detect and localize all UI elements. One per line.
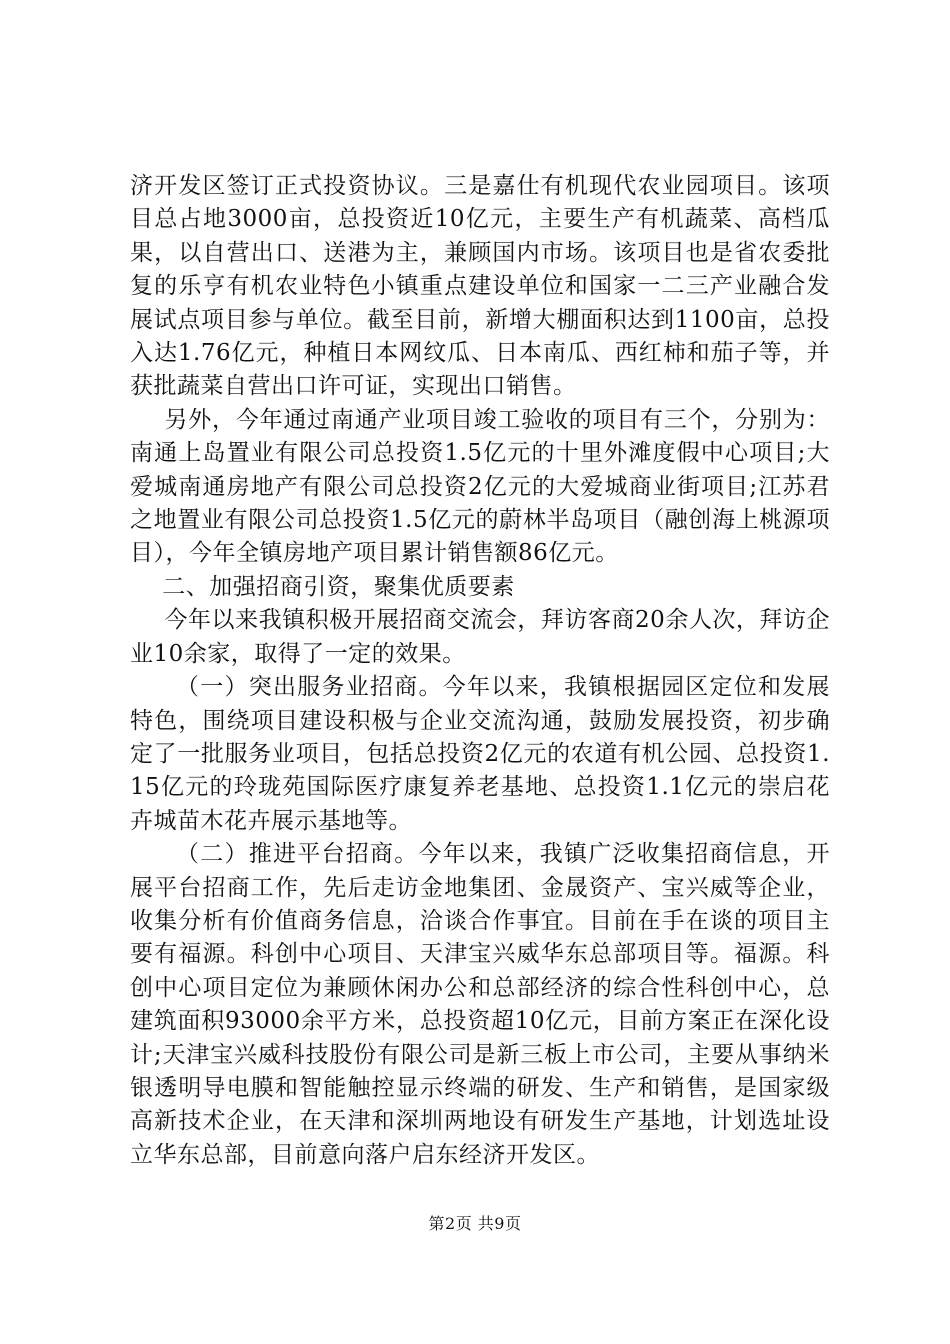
paragraph-investment-intro: 今年以来我镇积极开展招商交流会，拜访客商20余人次，拜访企业10余家，取得了一定的效果。	[130, 607, 830, 667]
paragraph-platform-investment: （二）推进平台招商。今年以来，我镇广泛收集招商信息，开展平台招商工作，先后走访金地集团、金晟资产、宝兴威等企业，收集分析有价值商务信息，洽谈合作事宜。目前在手在谈的项目主要有福源。科创中心项目、天津宝兴威华东总部项目等。福源。科创中心项目定位为兼顾休闲办公和总部经济的综合性科创中心，总建筑面积93000余平方米，总投资超10亿元，目前方案正在深化设计;天津宝兴威科技股份有限公司是新三板上市公司，主要从事纳米银透明导电膜和智能触控显示终端的研发、生产和销售，是国家级高新技术企业，在天津和深圳两地设有研发生产基地，计划选址设立华东总部，目前意向落户启东经济开发区。	[130, 841, 830, 1168]
paragraph-continuation: 济开发区签订正式投资协议。三是嘉仕有机现代农业园项目。该项目总占地3000亩，总投资近10亿元，主要生产有机蔬菜、高档瓜果，以自营出口、送港为主，兼顾国内市场。该项目也是省农委批复的乐亨有机农业特色小镇重点建设单位和国家一二三产业融合发展试点项目参与单位。截至目前，新增大棚面积达到1100亩，总投入达1.76亿元，种植日本网纹瓜、日本南瓜、西红柿和茄子等，并获批蔬菜自营出口许可证，实现出口销售。	[130, 173, 830, 400]
document-body	[130, 170, 830, 1172]
paragraph-completed-projects: 另外，今年通过南通产业项目竣工验收的项目有三个，分别为：南通上岛置业有限公司总投资1.5亿元的十里外滩度假中心项目;大爱城南通房地产有限公司总投资2亿元的大爱城商业街项目;江苏君之地置业有限公司总投资1.5亿元的蔚林半岛项目（融创海上桃源项目），今年全镇房地产项目累计销售额86亿元。	[130, 406, 830, 567]
section-heading: 二、加强招商引资，聚集优质要素	[162, 573, 515, 600]
page-number-footer: 第2页 共9页	[428, 1214, 522, 1233]
paragraph-service-investment: （一）突出服务业招商。今年以来，我镇根据园区定位和发展特色，围绕项目建设积极与企业交流沟通，鼓励发展投资，初步确定了一批服务业项目，包括总投资2亿元的农道有机公园、总投资1.15亿元的玲珑苑国际医疗康复养老基地、总投资1.1亿元的崇启花卉城苗木花卉展示基地等。	[130, 674, 830, 834]
